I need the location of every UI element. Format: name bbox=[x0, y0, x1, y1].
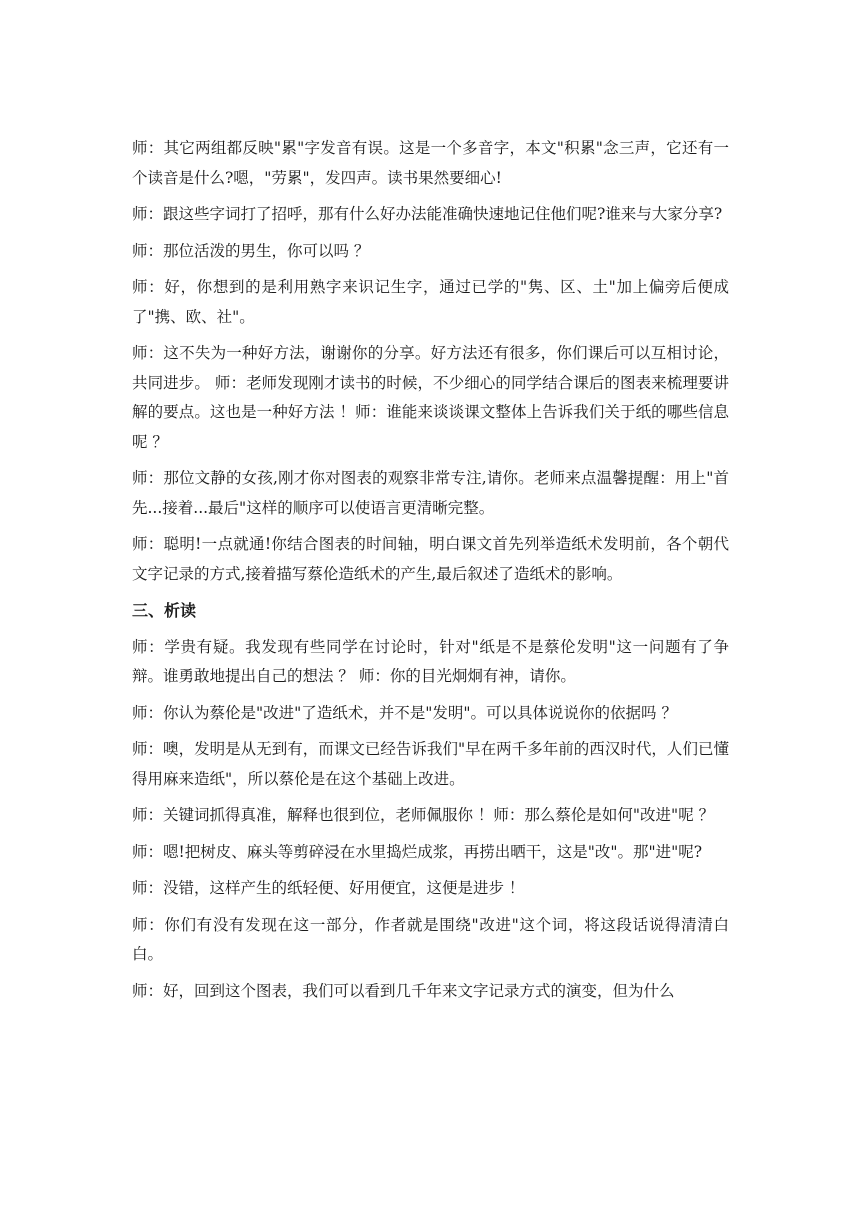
paragraph: 师：这不失为一种好方法，谢谢你的分享。好方法还有很多，你们课后可以互相讨论，共同进步。 师：老师发现刚才读书的时候，不少细心的同学结合课后的图表来梳理要讲解的要点。这也是一种好方法 ！师：谁能来谈谈课文整体上告诉我们关于纸的哪些信息呢 ？ bbox=[132, 344, 729, 451]
paragraph: 师：好，回到这个图表，我们可以看到几千年来文字记录方式的演变，但为什么 bbox=[132, 981, 675, 1000]
paragraph: 师：那位活泼的男生，你可以吗 ？ bbox=[132, 241, 370, 260]
document-body bbox=[132, 134, 729, 1013]
section-heading: 三、析读 bbox=[132, 601, 197, 620]
paragraph: 师：嗯!把树皮、麻头等剪碎浸在水里捣烂成浆，再捞出晒干，这是"改"。那"进"呢? bbox=[132, 842, 703, 861]
paragraph: 师：跟这些字词打了招呼，那有什么好办法能准确快速地记住他们呢?谁来与大家分享? bbox=[132, 205, 723, 223]
paragraph: 师：其它两组都反映"累"字发音有误。这是一个多音字，本文"积累"念三声，它还有一个读音是什么?嗯，"劳累"，发四声。读书果然要细心! bbox=[132, 139, 729, 187]
paragraph: 师：没错，这样产生的纸轻便、好用便宜，这便是进步 ！ bbox=[132, 879, 525, 897]
paragraph: 师：你们有没有发现在这一部分，作者就是围绕"改进"这个词，将这段话说得清清白白。 bbox=[132, 915, 729, 963]
paragraph: 师：好，你想到的是利用熟字来识记生字，通过已学的"隽、区、土"加上偏旁后便成了"携、欧、社"。 bbox=[132, 278, 729, 326]
paragraph: 师：关键词抓得真准，解释也很到位，老师佩服你 ！师：那么蔡伦是如何"改进"呢 ？ bbox=[132, 806, 715, 824]
paragraph: 师：学贵有疑。我发现有些同学在讨论时，针对"纸是不是蔡伦发明"这一问题有了争辩。谁勇敢地提出自己的想法 ？ 师：你的目光炯炯有神，请你。 bbox=[132, 637, 729, 685]
paragraph: 师：聪明!一点就通!你结合图表的时间轴，明白课文首先列举造纸术发明前，各个朝代文字记录的方式,接着描写蔡伦造纸术的产生,最后叙述了造纸术的影响。 bbox=[132, 535, 729, 583]
paragraph: 师：噢，发明是从无到有，而课文已经告诉我们"早在两千多年前的西汉时代，人们已懂得用麻来造纸"，所以蔡伦是在这个基础上改进。 bbox=[132, 740, 729, 788]
paragraph: 师：那位文静的女孩,刚才你对图表的观察非常专注,请你。老师来点温馨提醒：用上"首先...接着...最后"这样的顺序可以使语言更清晰完整。 bbox=[132, 469, 729, 517]
paragraph: 师：你认为蔡伦是"改进"了造纸术，并不是"发明"。可以具体说说你的依据吗 ？ bbox=[132, 703, 677, 722]
